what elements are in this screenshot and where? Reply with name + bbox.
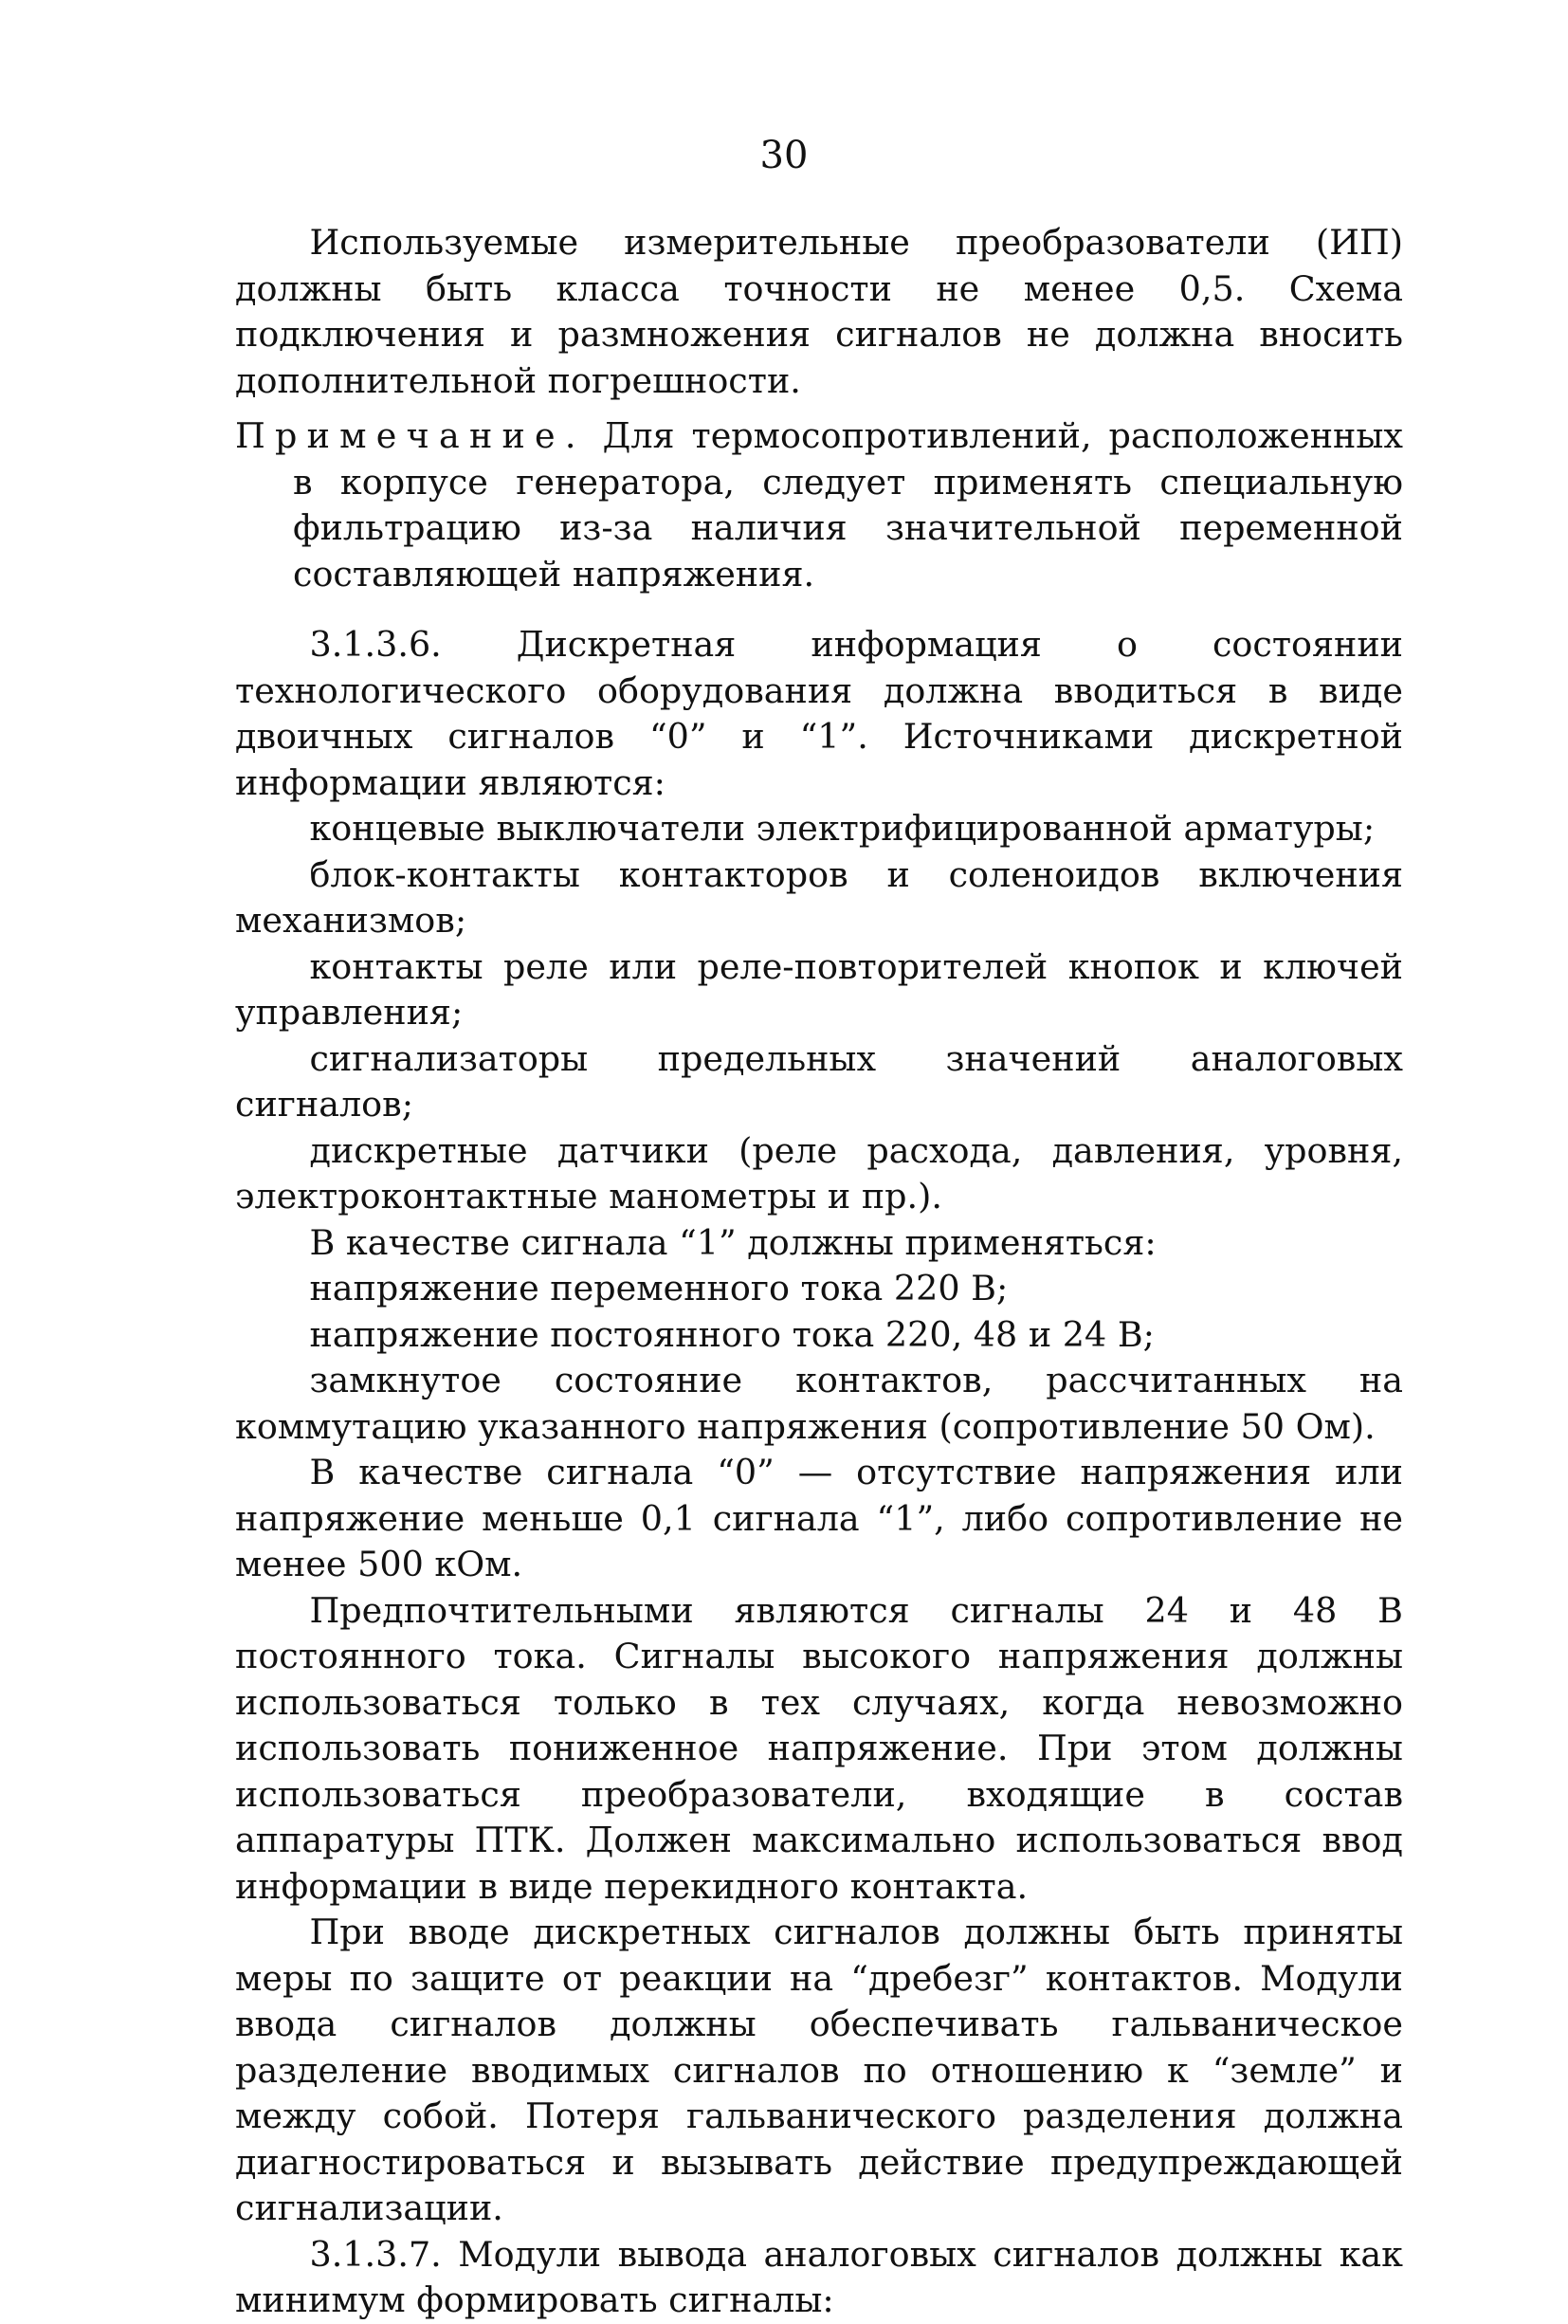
paragraph-preferred-signals: Предпочтительными являются сигналы 24 и 48 В постоянного тока. Сигналы высокого напряжения должны использоваться только в тех случаях, когда невозможно использовать пониженное напряжение. При этом должны использоваться преобразователи, входящие в состав аппаратуры ПТК. Должен максимально использоваться ввод информации в виде перекидного контакта. xyxy=(235,1589,1403,1907)
list-item-source: контакты реле или реле-повторителей кнопок и ключей управления; xyxy=(235,945,1403,1033)
list-item-signal-one: напряжение переменного тока 220 В; xyxy=(309,1268,1009,1308)
paragraph-3-1-3-7: 3.1.3.7. Модули вывода аналоговых сигналов должны как минимум формировать сигналы: xyxy=(235,2233,1403,2320)
signal-zero-definition: В качестве сигнала “0” — отсутствие напряжения или напряжение меньше 0,1 сигнала “1”, либо сопротивление не менее 500 кОм. xyxy=(235,1452,1403,1584)
note xyxy=(235,413,1403,597)
paragraph-3-1-3-6: 3.1.3.6. Дискретная информация о состоянии технологического оборудования должна вводиться в виде двоичных сигналов “0” и “1”. Источниками дискретной информации являются: xyxy=(235,624,1403,803)
signal-one-intro: В качестве сигнала “1” должны применяться: xyxy=(309,1221,1157,1263)
list-item-source: блок-контакты контакторов и соленоидов включения механизмов; xyxy=(235,853,1403,941)
page-body xyxy=(235,220,1403,2324)
page-number: 30 xyxy=(759,134,809,177)
list-item-signal-one: замкнутое состояние контактов, рассчитанных на коммутацию указанного напряжения (сопротивление 50 Ом). xyxy=(235,1360,1403,1447)
list-item-source: концевые выключатели электрифицированной арматуры; xyxy=(309,808,1376,849)
note-text: Для термосопротивлений, расположенных в корпусе генератора, следует применять специальную фильтрацию из-за наличия значительной переменной составляющей напряжения. xyxy=(293,415,1404,595)
paragraph-measuring-transducers: Используемые измерительные преобразователи (ИП) должны быть класса точности не менее 0,5. Схема подключения и размножения сигналов не должна вносить дополнительной погрешности. xyxy=(235,222,1403,401)
note-label: Примечание. xyxy=(235,415,586,456)
list-item-signal-one: напряжение постоянного тока 220, 48 и 24 В; xyxy=(309,1313,1155,1355)
list-item-source: дискретные датчики (реле расхода, давления, уровня, электроконтактные манометры и пр.). xyxy=(235,1129,1403,1217)
paragraph-contact-bounce: При вводе дискретных сигналов должны быть приняты меры по защите от реакции на “дребезг” контактов. Модули ввода сигналов должны обеспечивать гальваническое разделение вводимых сигналов по отношению к “земле” и между собой. Потеря гальванического разделения должна диагностироваться и вызывать действие предупреждающей сигнализации. xyxy=(235,1912,1403,2228)
list-item-source: сигнализаторы предельных значений аналоговых сигналов; xyxy=(235,1037,1403,1125)
